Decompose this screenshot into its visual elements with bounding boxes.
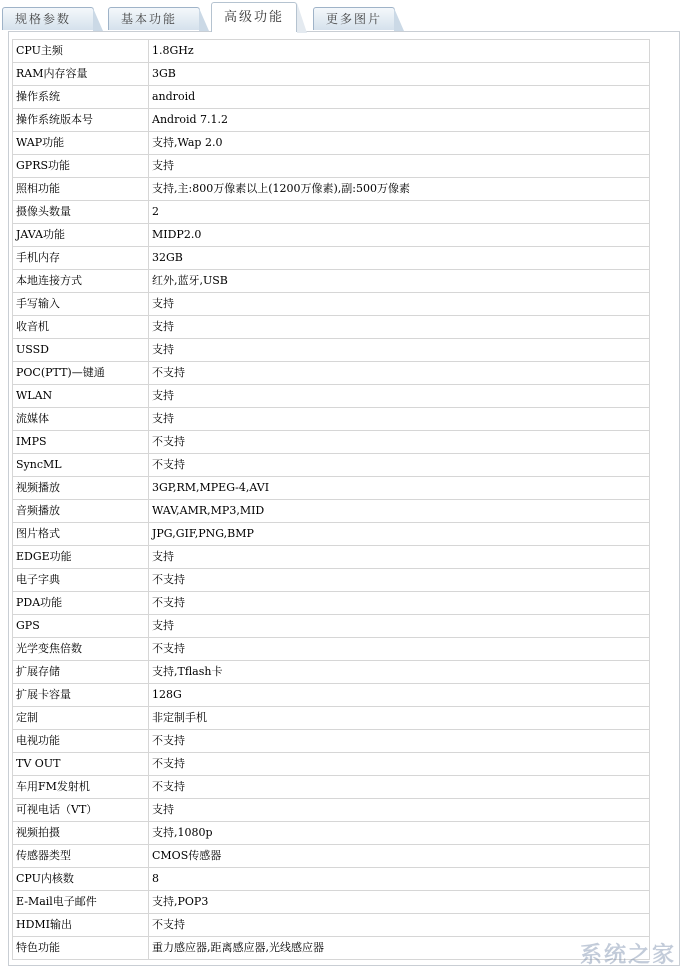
spec-value: 3GB <box>149 63 650 86</box>
table-row <box>13 316 650 339</box>
tab-advanced-functions[interactable] <box>211 2 297 32</box>
spec-value: 支持,1080p <box>149 822 650 845</box>
spec-key: 本地连接方式 <box>13 270 149 293</box>
table-row <box>13 132 650 155</box>
table-row <box>13 546 650 569</box>
spec-key: 照相功能 <box>13 178 149 201</box>
spec-key: 传感器类型 <box>13 845 149 868</box>
spec-key: GPS <box>13 615 149 638</box>
tab-basic-functions[interactable] <box>108 7 200 30</box>
table-row <box>13 753 650 776</box>
table-row <box>13 684 650 707</box>
spec-key: RAM内存容量 <box>13 63 149 86</box>
tab-corner <box>394 8 404 31</box>
spec-key: 电子字典 <box>13 569 149 592</box>
spec-value: 2 <box>149 201 650 224</box>
spec-value: 不支持 <box>149 592 650 615</box>
table-row <box>13 63 650 86</box>
table-row <box>13 155 650 178</box>
table-row <box>13 500 650 523</box>
spec-value: 不支持 <box>149 454 650 477</box>
table-row <box>13 247 650 270</box>
spec-value: 不支持 <box>149 431 650 454</box>
table-row <box>13 707 650 730</box>
tab-more-pictures[interactable] <box>313 7 395 30</box>
spec-key: 图片格式 <box>13 523 149 546</box>
spec-value: 支持 <box>149 155 650 178</box>
spec-value: 支持 <box>149 316 650 339</box>
spec-value: 非定制手机 <box>149 707 650 730</box>
spec-value: 128G <box>149 684 650 707</box>
table-row <box>13 638 650 661</box>
tab-label: 更多图片 <box>326 12 383 26</box>
table-row <box>13 523 650 546</box>
spec-value: 支持 <box>149 615 650 638</box>
spec-value: 支持,POP3 <box>149 891 650 914</box>
spec-value: 32GB <box>149 247 650 270</box>
table-row <box>13 776 650 799</box>
spec-key: 车用FM发射机 <box>13 776 149 799</box>
table-row <box>13 730 650 753</box>
table-row <box>13 937 650 960</box>
spec-key: 特色功能 <box>13 937 149 960</box>
spec-key: CPU内核数 <box>13 868 149 891</box>
spec-key: POC(PTT)—键通 <box>13 362 149 385</box>
spec-value: 支持,Wap 2.0 <box>149 132 650 155</box>
spec-key: 手写输入 <box>13 293 149 316</box>
spec-key: USSD <box>13 339 149 362</box>
table-row <box>13 822 650 845</box>
spec-value: 8 <box>149 868 650 891</box>
spec-value: 不支持 <box>149 730 650 753</box>
spec-value: 不支持 <box>149 753 650 776</box>
table-row <box>13 109 650 132</box>
tab-label: 规格参数 <box>15 12 72 26</box>
spec-value: 支持 <box>149 385 650 408</box>
table-row <box>13 477 650 500</box>
spec-value: 不支持 <box>149 569 650 592</box>
spec-table <box>12 39 650 960</box>
table-row <box>13 914 650 937</box>
spec-key: 视频拍摄 <box>13 822 149 845</box>
spec-value: 不支持 <box>149 362 650 385</box>
tab-spec-params[interactable] <box>2 7 94 30</box>
spec-key: WAP功能 <box>13 132 149 155</box>
spec-key: TV OUT <box>13 753 149 776</box>
table-row <box>13 845 650 868</box>
table-row <box>13 431 650 454</box>
table-row <box>13 293 650 316</box>
spec-key: E-Mail电子邮件 <box>13 891 149 914</box>
spec-key: 光学变焦倍数 <box>13 638 149 661</box>
spec-value: JPG,GIF,PNG,BMP <box>149 523 650 546</box>
spec-key: 扩展存储 <box>13 661 149 684</box>
spec-key: 扩展卡容量 <box>13 684 149 707</box>
spec-value: 支持,Tflash卡 <box>149 661 650 684</box>
table-row <box>13 615 650 638</box>
spec-key: 流媒体 <box>13 408 149 431</box>
spec-value: 支持 <box>149 408 650 431</box>
spec-value: 3GP,RM,MPEG-4,AVI <box>149 477 650 500</box>
table-row <box>13 339 650 362</box>
table-row <box>13 86 650 109</box>
spec-value: 1.8GHz <box>149 40 650 63</box>
spec-key: 手机内存 <box>13 247 149 270</box>
spec-value: 重力感应器,距离感应器,光线感应器 <box>149 937 650 960</box>
spec-key: GPRS功能 <box>13 155 149 178</box>
spec-value: 支持 <box>149 293 650 316</box>
spec-value: 支持 <box>149 799 650 822</box>
spec-value: 支持 <box>149 546 650 569</box>
spec-value: 不支持 <box>149 776 650 799</box>
spec-key: JAVA功能 <box>13 224 149 247</box>
spec-value: 不支持 <box>149 638 650 661</box>
spec-key: WLAN <box>13 385 149 408</box>
spec-key: 可视电话（VT） <box>13 799 149 822</box>
spec-key: CPU主频 <box>13 40 149 63</box>
spec-panel <box>8 31 680 966</box>
tab-bar <box>0 0 686 32</box>
tab-corner <box>297 3 307 33</box>
spec-key: EDGE功能 <box>13 546 149 569</box>
table-row <box>13 385 650 408</box>
table-row <box>13 868 650 891</box>
spec-key: 收音机 <box>13 316 149 339</box>
spec-key: 音频播放 <box>13 500 149 523</box>
spec-table-body <box>13 40 650 960</box>
table-row <box>13 799 650 822</box>
spec-value: Android 7.1.2 <box>149 109 650 132</box>
table-row <box>13 661 650 684</box>
tab-label: 基本功能 <box>121 12 178 26</box>
table-row <box>13 40 650 63</box>
spec-key: 电视功能 <box>13 730 149 753</box>
spec-key: PDA功能 <box>13 592 149 615</box>
table-row <box>13 408 650 431</box>
spec-value: MIDP2.0 <box>149 224 650 247</box>
spec-value: 红外,蓝牙,USB <box>149 270 650 293</box>
spec-value: CMOS传感器 <box>149 845 650 868</box>
spec-value: 不支持 <box>149 914 650 937</box>
table-row <box>13 569 650 592</box>
spec-key: 操作系统版本号 <box>13 109 149 132</box>
spec-key: 视频播放 <box>13 477 149 500</box>
spec-key: 定制 <box>13 707 149 730</box>
table-row <box>13 224 650 247</box>
spec-value: 支持 <box>149 339 650 362</box>
watermark-logo: 系统之家 <box>579 943 676 968</box>
spec-value: 支持,主:800万像素以上(1200万像素),副:500万像素 <box>149 178 650 201</box>
table-row <box>13 201 650 224</box>
table-row <box>13 454 650 477</box>
spec-key: 操作系统 <box>13 86 149 109</box>
tab-label: 高级功能 <box>224 10 285 25</box>
spec-key: IMPS <box>13 431 149 454</box>
spec-key: HDMI输出 <box>13 914 149 937</box>
spec-key: 摄像头数量 <box>13 201 149 224</box>
table-row <box>13 178 650 201</box>
table-row <box>13 362 650 385</box>
table-row <box>13 270 650 293</box>
spec-value: WAV,AMR,MP3,MID <box>149 500 650 523</box>
spec-key: SyncML <box>13 454 149 477</box>
tab-corner <box>93 8 103 31</box>
spec-value: android <box>149 86 650 109</box>
table-row <box>13 592 650 615</box>
table-row <box>13 891 650 914</box>
tab-corner <box>199 8 209 31</box>
